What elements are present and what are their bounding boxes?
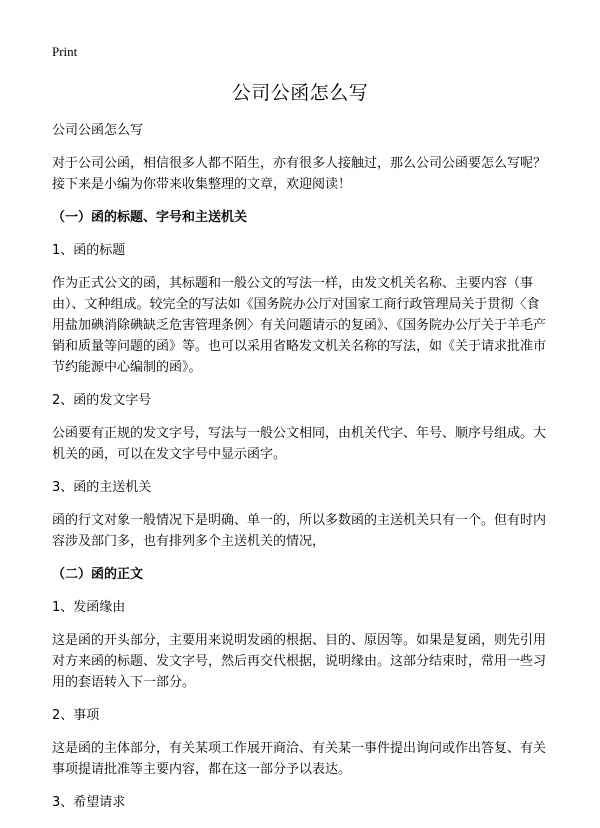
section-heading-2: （二）函的正文 — [52, 567, 144, 582]
item-label-reason: 1、发函缘由 — [52, 600, 126, 615]
item-label-request: 3、希望请求 — [52, 795, 126, 810]
item-text-matters: 这是函的主体部分，有关某项工作展开商洽、有关某一事件提出询问或作出答复、有关事项提请批准等主要内容，都在这一部分予以表达。 — [52, 741, 547, 777]
print-link[interactable]: Print — [52, 44, 78, 59]
section-heading-1: （一）函的标题、字号和主送机关 — [52, 210, 248, 225]
item-label-doc-number: 2、函的发文字号 — [52, 393, 152, 408]
item-text-recipient: 函的行文对象一般情况下是明确、单一的，所以多数函的主送机关只有一个。但有时内容涉及部门多，也有排列多个主送机关的情况， — [52, 513, 547, 549]
item-text-reason: 这是函的开头部分，主要用来说明发函的根据、目的、原因等。如果是复函，则先引用对方来函的标题、发文字号，然后再交代根据，说明缘由。这部分结束时，常用一些习用的套语转入下一部分。 — [52, 633, 547, 690]
item-label-title: 1、函的标题 — [52, 243, 126, 258]
item-label-recipient: 3、函的主送机关 — [52, 480, 152, 495]
item-text-title: 作为正式公文的函，其标题和一般公文的写法一样，由发文机关名称、主要内容（事由）、文种组成。较完全的写法如《国务院办公厅对国家工商行政管理局关于贯彻〈食用盐加碘消除碘缺乏危害管理条例〉有关问题请示的复函》、《国务院办公厅关于羊毛产销和质量等问题的函》等。也可以采用省略发文机关名称的写法，如《关于请求批准市节约能源中心编制的函》。 — [52, 276, 547, 375]
document-subtitle: 公司公函怎么写 — [52, 123, 144, 138]
document-title: 公司公函怎么写 — [231, 82, 369, 104]
item-text-doc-number: 公函要有正规的发文字号，写法与一般公文相同，由机关代字、年号、顺序号组成。大机关的函，可以在发文字号中显示函字。 — [52, 426, 547, 462]
item-label-matters: 2、事项 — [52, 708, 100, 723]
intro-paragraph: 对于公司公函，相信很多人都不陌生，亦有很多人接触过，那么公司公函要怎么写呢？接下来是小编为你带来收集整理的文章，欢迎阅读！ — [52, 156, 547, 192]
